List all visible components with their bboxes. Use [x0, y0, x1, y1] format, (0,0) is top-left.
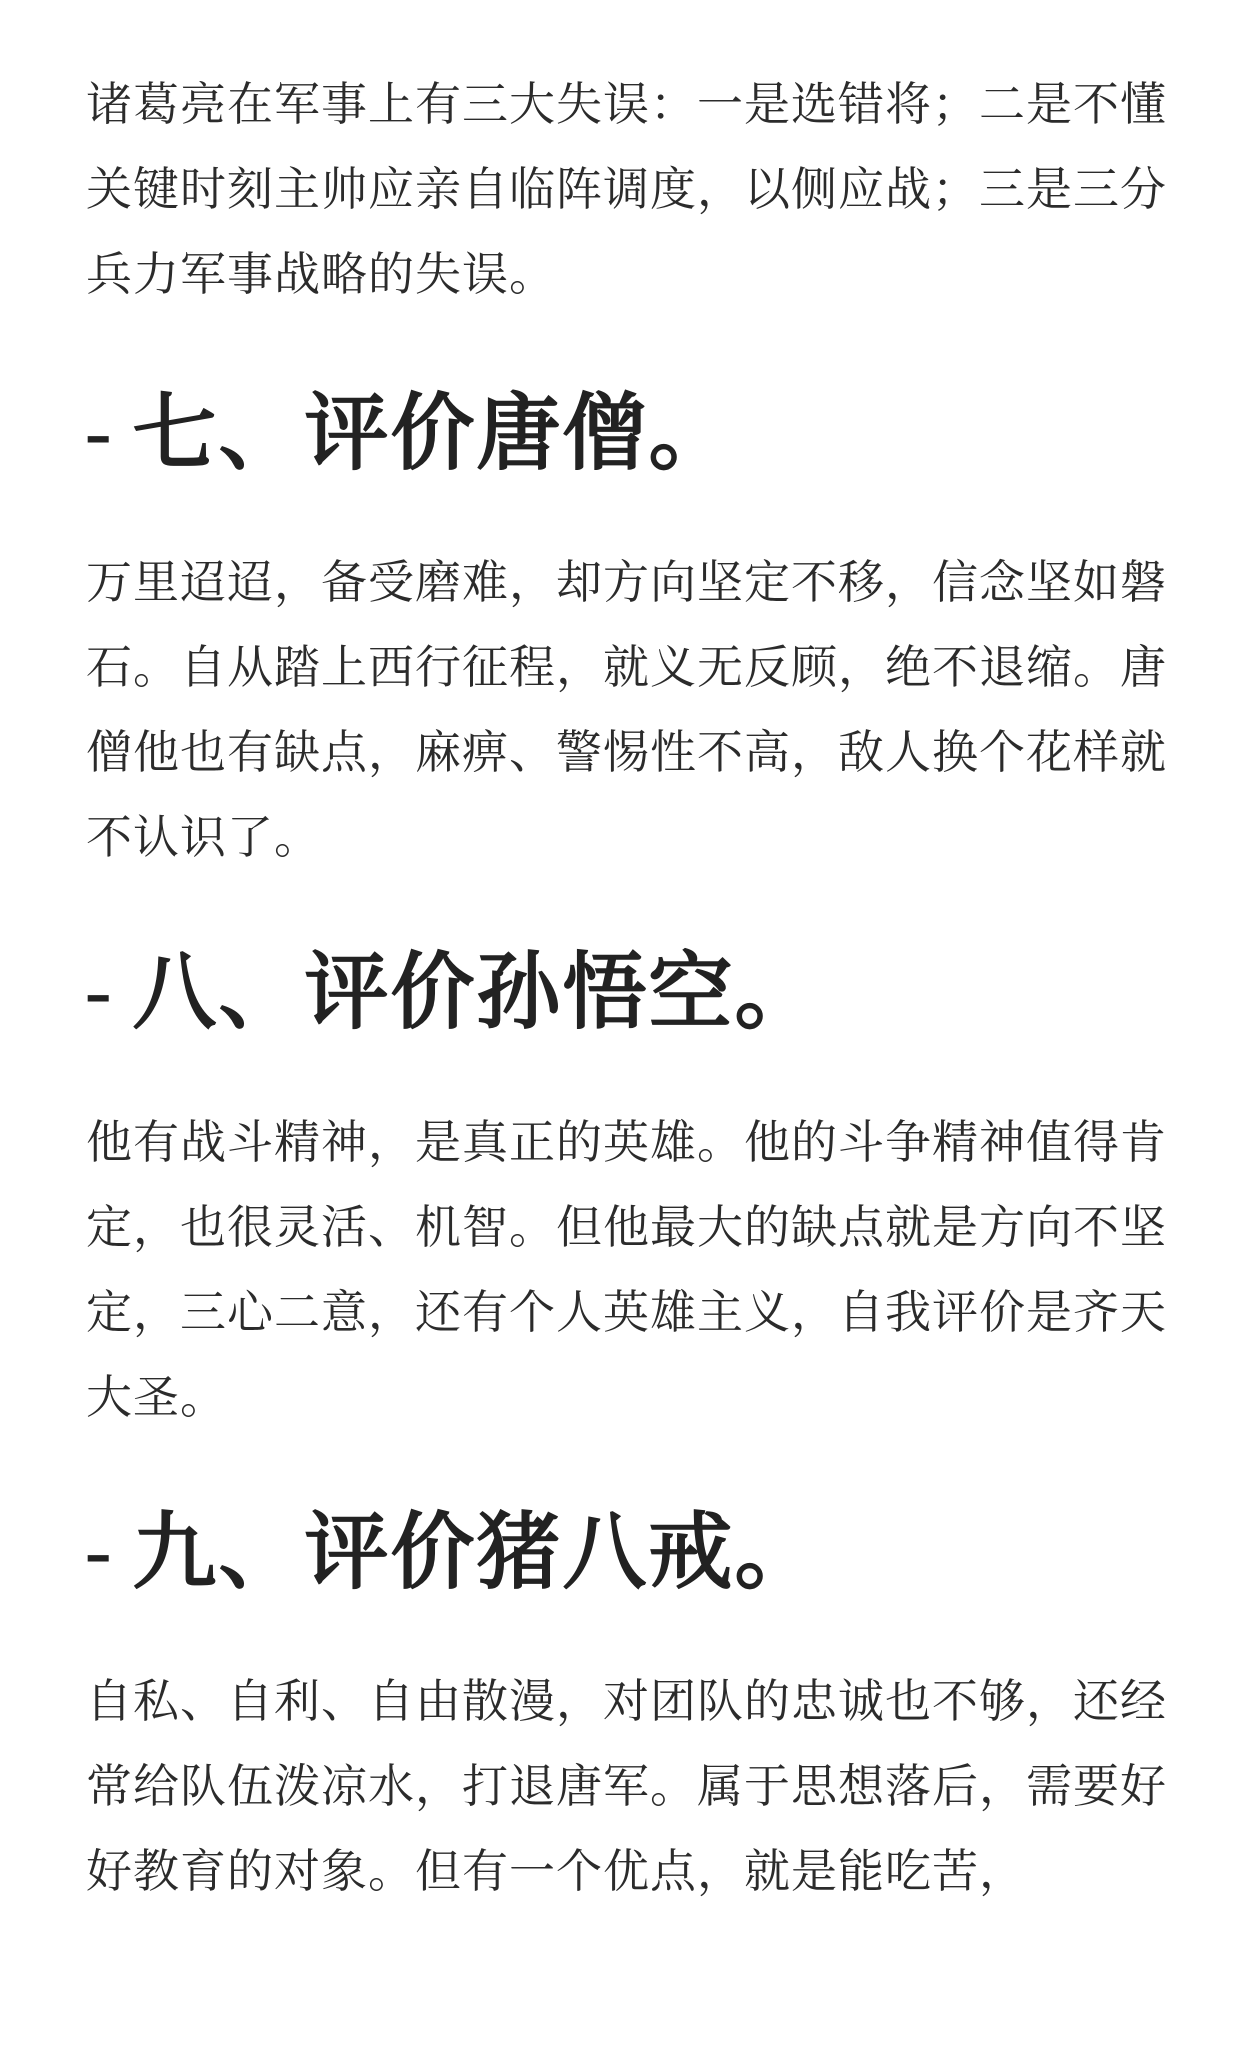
- heading-dash: -: [84, 943, 115, 1041]
- heading-dash: -: [84, 384, 115, 482]
- heading-section-nine: [84, 1497, 820, 1607]
- paragraph-zhu-bajie: 自私、自利、自由散漫，对团队的忠诚也不够，还经常给队伍泼凉水，打退唐军。属于思想落后，需要好好教育的对象。但有一个优点，就是能吃苦，: [86, 1674, 1167, 1898]
- heading-text-nine: 九、评价猪八戒。: [132, 1502, 821, 1601]
- heading-section-eight: [84, 937, 820, 1047]
- heading-dash: -: [84, 1503, 115, 1601]
- heading-section-seven: [84, 378, 734, 488]
- paragraph-sun-wukong: 他有战斗精神，是真正的英雄。他的斗争精神值得肯定，也很灵活、机智。但他最大的缺点就是方向不坚定，三心二意，还有个人英雄主义，自我评价是齐天大圣。: [86, 1115, 1167, 1424]
- heading-text-seven: 七、评价唐僧。: [132, 383, 735, 482]
- paragraph-zhuge-liang: 诸葛亮在军事上有三大失误：一是选错将；二是不懂关键时刻主帅应亲自临阵调度，以侧应战；三是三分兵力军事战略的失误。: [86, 77, 1167, 301]
- paragraph-tang-seng: 万里迢迢，备受磨难，却方向坚定不移，信念坚如磐石。自从踏上西行征程，就义无反顾，绝不退缩。唐僧他也有缺点，麻痹、警惕性不高，敌人换个花样就不认识了。: [86, 555, 1167, 864]
- heading-text-eight: 八、评价孙悟空。: [132, 942, 821, 1041]
